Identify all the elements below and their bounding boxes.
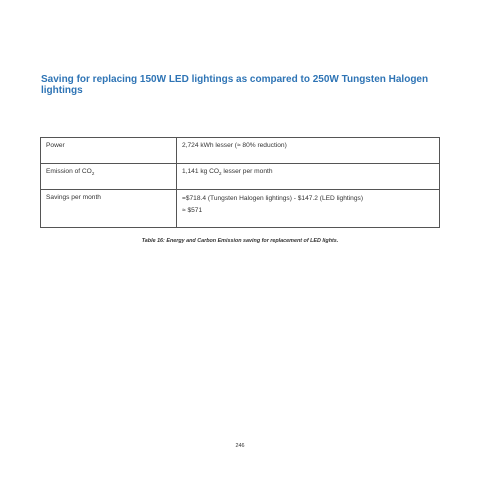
emission-label-text: Emission of CO <box>46 168 92 175</box>
savings-table <box>40 137 440 228</box>
emission-value-text: 1,141 kg CO <box>182 168 220 175</box>
table-row <box>41 164 440 190</box>
table-row <box>41 190 440 228</box>
row-label-savings: Savings per month <box>41 190 177 228</box>
row-value-savings <box>177 190 440 228</box>
emission-value-suffix: lesser per month <box>221 168 273 175</box>
section-heading: Saving for replacing 150W LED lightings as compared to 250W Tungsten Halogen lightings <box>41 74 429 96</box>
table-row <box>41 138 440 164</box>
table-caption: Table 16: Energy and Carbon Emission saving for replacement of LED lights. <box>141 238 339 244</box>
savings-calculation: =$718.4 (Tungsten Halogen lightings) - $147.2 (LED lightings) <box>182 195 364 202</box>
emission-value-subscript: 2 <box>219 171 222 176</box>
row-value-power: 2,724 kWh lesser (≈ 80% reduction) <box>177 138 440 164</box>
savings-result: ≈ $571 <box>182 207 203 214</box>
row-label-emission <box>41 164 177 190</box>
page-number: 246 <box>235 443 245 449</box>
row-label-power: Power <box>41 138 177 164</box>
row-value-emission <box>177 164 440 190</box>
emission-label-subscript: 2 <box>91 171 95 176</box>
